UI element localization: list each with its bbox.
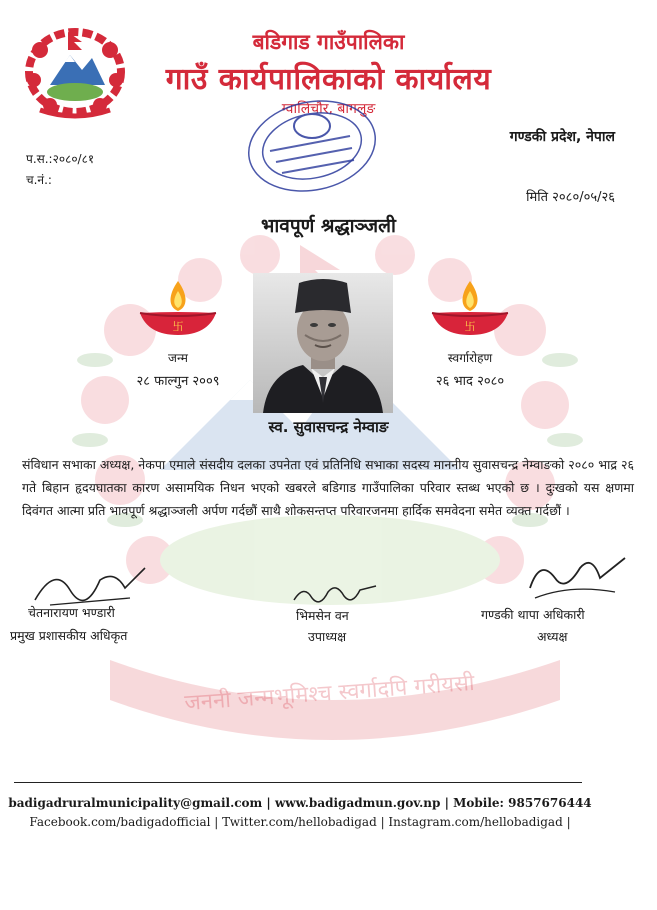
province-address: गण्डकी प्रदेश, नेपाल [509, 129, 615, 145]
notice-date: मिति २०८०/०५/२६ [526, 190, 615, 205]
signature-mark [290, 578, 380, 610]
oil-lamp-icon [138, 277, 218, 339]
footer-divider [14, 782, 582, 783]
oil-lamp-icon [430, 277, 510, 339]
signatory-name: गण्डकी थापा अधिकारी [481, 607, 585, 622]
portrait-photo [253, 273, 393, 413]
signature-mark [30, 560, 150, 608]
svg-text:卐: 卐 [172, 320, 184, 333]
birth-date: २८ फाल्गुन २००९ [136, 374, 220, 389]
reference-number: प.स.:२०८०/८१ [26, 152, 95, 166]
birth-label: जन्म [168, 351, 188, 365]
condolence-message: संविधान सभाका अध्यक्ष, नेकपा एमाले संसदीय दलका उपनेता एवं प्रतिनिधि सभाका सदस्य माननीय सुवासचन्द्र नेम्वाङको २०८० भाद्र २६ गते बिहान हृदयघातका कारण असामयिक निधन भएको खबरले बडिगाड गाउँपालिका परिवार स्तब्ध भएको छ । दुःखको यस क्षणमा दिवंगत आत्मा प्रति भावपूर्ण श्रद्धाञ्जली अर्पण गर्दछौं साथै शोकसन्तप्त परिवारजनमा हार्दिक समवेदना समेत व्यक्त गर्दछौं । [22, 457, 634, 518]
footer-contact: badigadruralmunicipality@gmail.com | www.badigadmun.gov.np | Mobile: 9857676444 [8, 796, 592, 810]
svg-text:卐: 卐 [464, 320, 476, 333]
death-date: २६ भाद २०८० [435, 374, 505, 389]
org-name: बडिगाड गाउँपालिका [252, 30, 405, 54]
signatory-role: अध्यक्ष [537, 629, 568, 644]
deceased-name: स्व. सुवासचन्द्र नेम्वाङ [268, 418, 389, 436]
notice-heading: भावपूर्ण श्रद्धाञ्जली [261, 215, 396, 237]
signatory-name: भिमसेन वन [296, 608, 349, 623]
footer-social: Facebook.com/badigadofficial | Twitter.com/hellobadigad | Instagram.com/hellobadigad | [29, 815, 571, 829]
dispatch-number: च.नं.: [26, 173, 52, 187]
signatory-name: चेतनारायण भण्डारी [28, 605, 115, 620]
death-label: स्वर्गारोहण [447, 351, 493, 365]
signatory-role: उपाध्यक्ष [308, 629, 347, 644]
watermark-motto: जननी जन्मभूमिश्च स्वर्गादपि गरीयसी [183, 670, 476, 717]
signature-mark [520, 548, 630, 604]
signatory-role: प्रमुख प्रशासकीय अधिकृत [10, 628, 128, 643]
office-stamp-icon [240, 96, 385, 196]
office-name: गाउँ कार्यपालिकाको कार्यालय [165, 62, 492, 97]
office-address: ग्वालिचौर, बागलुङ [281, 101, 376, 117]
